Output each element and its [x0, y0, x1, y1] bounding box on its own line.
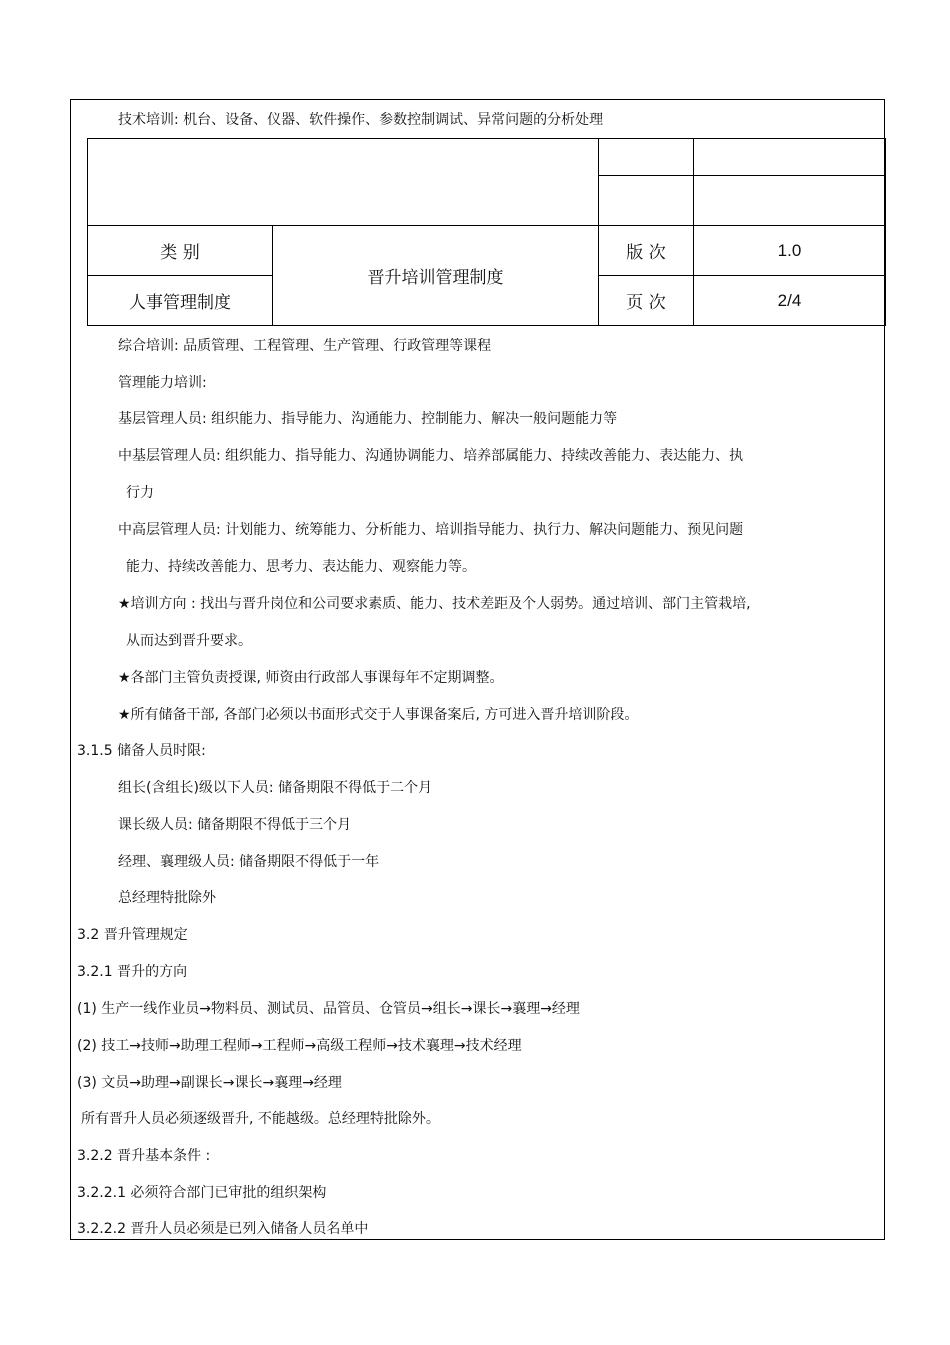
header-empty-cell — [599, 139, 694, 176]
header-blank-cell — [88, 139, 599, 226]
category-label: 类 别 — [88, 226, 273, 276]
text-line: 3.2.2.1 必须符合部门已审批的组织架构 — [77, 1185, 327, 1201]
text-line: 组长(含组长)级以下人员: 储备期限不得低于二个月 — [118, 780, 433, 796]
text-line: 行力 — [126, 485, 154, 501]
text-line: ★培训方向 : 找出与晋升岗位和公司要求素质、能力、技术差距及个人弱势。通过培训、部门主管栽培, — [118, 596, 751, 612]
text-line: ★所有储备干部, 各部门必须以书面形式交于人事课备案后, 方可进入晋升培训阶段。 — [118, 707, 639, 723]
section-heading: 3.2 晋升管理规定 — [77, 927, 188, 943]
text-line: 总经理特批除外 — [118, 890, 216, 906]
section-heading: 3.1.5 储备人员时限: — [77, 743, 206, 759]
section-heading: 3.2.2 晋升基本条件 : — [77, 1148, 211, 1164]
version-label: 版 次 — [599, 226, 694, 276]
text-line: 中高层管理人员: 计划能力、统筹能力、分析能力、培训指导能力、执行力、解决问题能力、预见问题 — [118, 522, 744, 538]
text-line: (1) 生产一线作业员→物料员、测试员、品管员、仓管员→组长→课长→襄理→经理 — [77, 1001, 580, 1017]
document-title: 晋升培训管理制度 — [273, 226, 599, 326]
text-line: 能力、持续改善能力、思考力、表达能力、观察能力等。 — [126, 559, 476, 575]
text-line: 经理、襄理级人员: 储备期限不得低于一年 — [118, 854, 380, 870]
text-line: 从而达到晋升要求。 — [126, 633, 252, 649]
text-line: 综合培训: 品质管理、工程管理、生产管理、行政管理等课程 — [118, 338, 492, 354]
header-empty-cell — [694, 176, 886, 226]
section-heading: 3.2.1 晋升的方向 — [77, 964, 188, 980]
text-line: ★各部门主管负责授课, 师资由行政部人事课每年不定期调整。 — [118, 670, 504, 686]
text-line: (2) 技工→技师→助理工程师→工程师→高级工程师→技术襄理→技术经理 — [77, 1038, 522, 1054]
page-label: 页 次 — [599, 276, 694, 326]
text-line: 基层管理人员: 组织能力、指导能力、沟通能力、控制能力、解决一般问题能力等 — [118, 411, 618, 427]
text-line: 3.2.2.2 晋升人员必须是已列入储备人员名单中 — [77, 1221, 369, 1237]
header-empty-cell — [599, 176, 694, 226]
text-line: 管理能力培训: — [118, 375, 207, 391]
version-value: 1.0 — [694, 226, 886, 276]
document-header-table — [87, 138, 886, 326]
text-line-technical-training: 技术培训: 机台、设备、仪器、软件操作、参数控制调试、异常问题的分析处理 — [118, 112, 604, 128]
header-empty-cell — [694, 139, 886, 176]
text-line: 课长级人员: 储备期限不得低于三个月 — [118, 817, 352, 833]
text-line: 所有晋升人员必须逐级晋升, 不能越级。总经理特批除外。 — [81, 1111, 440, 1127]
page-value: 2/4 — [694, 276, 886, 326]
text-line: (3) 文员→助理→副课长→课长→襄理→经理 — [77, 1075, 342, 1091]
text-line: 中基层管理人员: 组织能力、指导能力、沟通协调能力、培养部属能力、持续改善能力、表达能力、执 — [118, 448, 744, 464]
category-value: 人事管理制度 — [88, 276, 273, 326]
